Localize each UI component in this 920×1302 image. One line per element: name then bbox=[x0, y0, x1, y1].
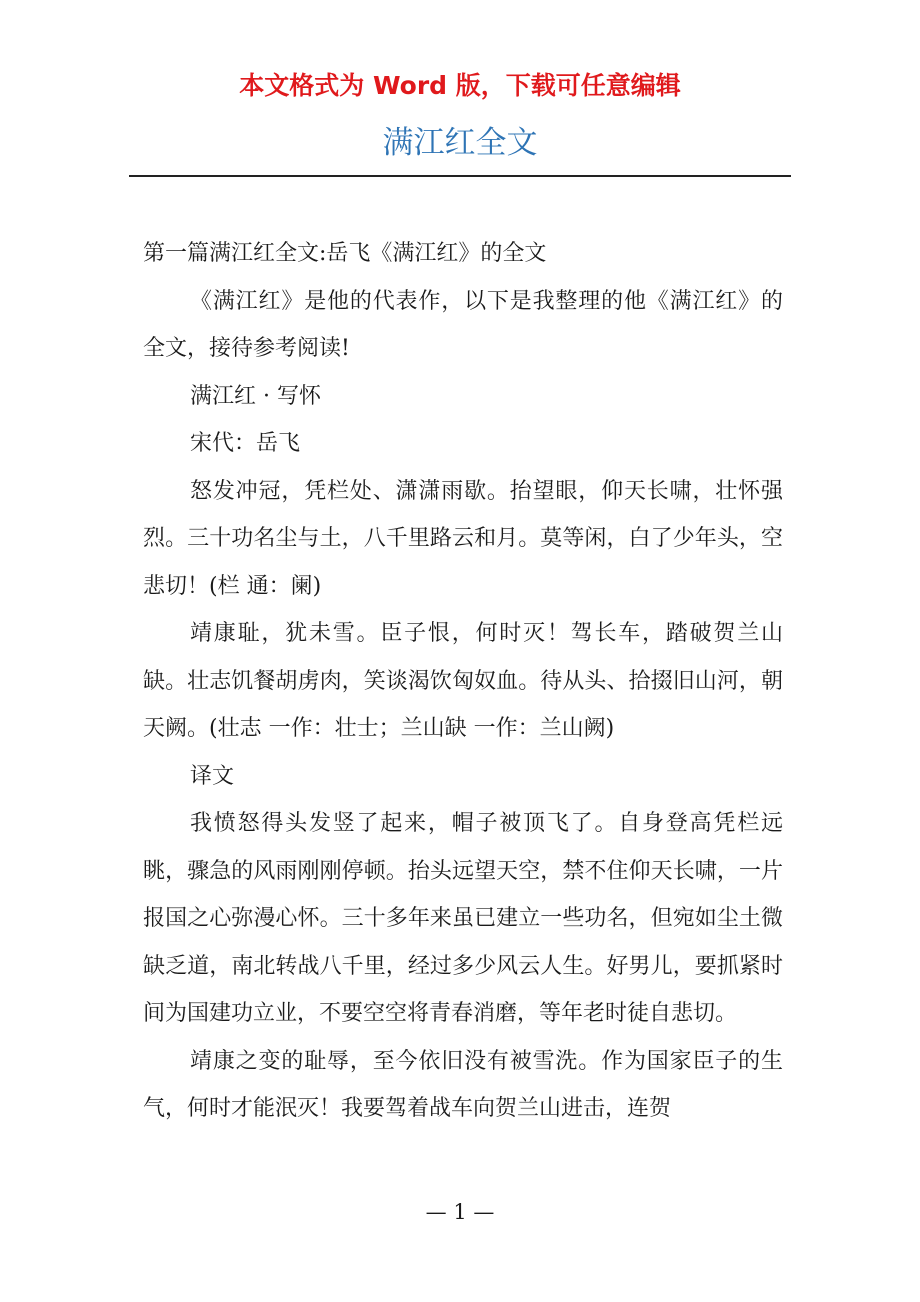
title-divider bbox=[129, 175, 791, 177]
download-banner: 本文格式为 Word 版，下载可任意编辑 bbox=[239, 71, 681, 100]
page-number: — 1 — bbox=[425, 1200, 495, 1224]
document-body bbox=[143, 230, 783, 1133]
translation-paragraph-2: 靖康之变的耻辱，至今依旧没有被雪洗。作为国家臣子的生气，何时才能泯灭！我要驾着战车向贺兰山进击，连贺 bbox=[143, 1048, 783, 1121]
intro-paragraph: 《满江红》是他的代表作，以下是我整理的他《满江红》的全文，接待参考阅读! bbox=[143, 288, 783, 361]
poem-author: 宋代：岳飞 bbox=[190, 431, 301, 456]
poem-stanza-2: 靖康耻，犹未雪。臣子恨，何时灭！驾长车，踏破贺兰山缺。壮志饥餐胡虏肉，笑谈渴饮匈奴血。待从头、拾掇旧山河，朝天阙。(壮志 一作：壮士；兰山缺 一作：兰山阙) bbox=[143, 621, 783, 741]
page-title: 满江红全文 bbox=[382, 125, 538, 161]
section-heading: 第一篇满江红全文:岳飞《满江红》的全文 bbox=[143, 241, 547, 266]
poem-stanza-1: 怒发冲冠，凭栏处、潇潇雨歇。抬望眼，仰天长啸，壮怀强烈。三十功名尘与土，八千里路云和月。莫等闲，白了少年头，空悲切！(栏 通：阑) bbox=[143, 478, 783, 599]
translation-paragraph-1: 我愤怒得头发竖了起来，帽子被顶飞了。自身登高凭栏远眺，骤急的风雨刚刚停顿。抬头远望天空，禁不住仰天长啸，一片报国之心弥漫心怀。三十多年来虽已建立一些功名，但宛如尘土微缺乏道，南北转战八千里，经过多少风云人生。好男儿，要抓紧时间为国建功立业，不要空空将青春消磨，等年老时徒自悲切。 bbox=[143, 811, 783, 1026]
poem-title: 满江红 · 写怀 bbox=[190, 383, 321, 409]
translation-heading: 译文 bbox=[190, 763, 235, 789]
